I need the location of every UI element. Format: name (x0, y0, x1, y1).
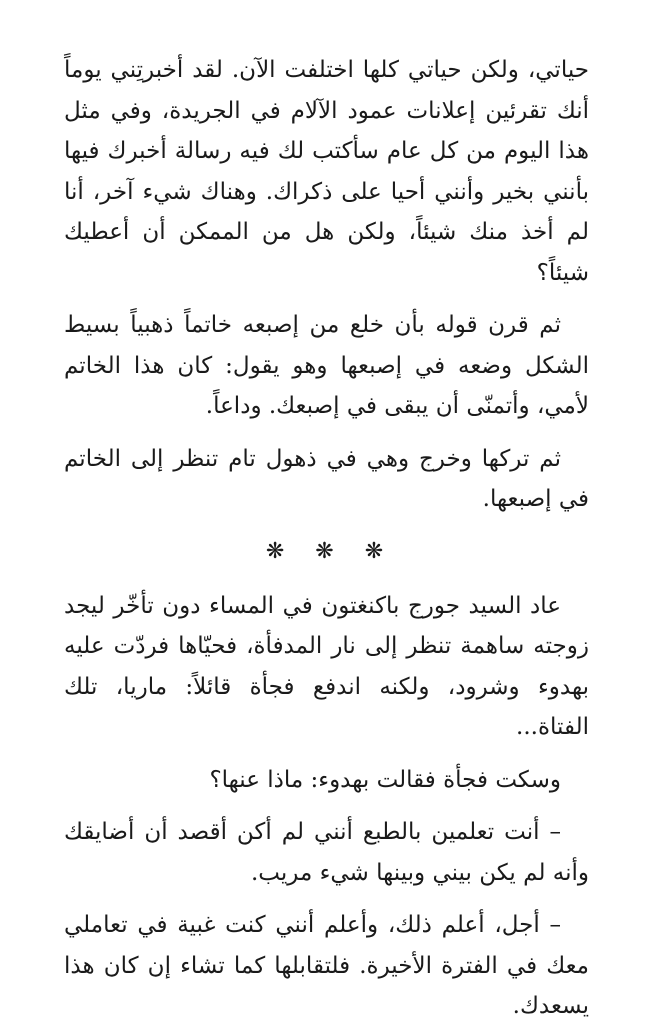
paragraph-departure: ثم تركها وخرج وهي في ذهول تام تنظر إلى الخاتم في إصبعها. (64, 445, 589, 512)
section-divider (64, 532, 589, 572)
paragraph-maria-dialogue: – أجل، أعلم ذلك، وأعلم أنني كنت غبية في تعاملي معك في الفترة الأخيرة. فلتقابلها كما تشاء إن كان هذا يسعدك. (64, 912, 589, 1019)
book-page (64, 50, 589, 1019)
divider-ornament: ❋ (265, 538, 289, 564)
paragraph-ring-gift: ثم قرن قوله بأن خلع من إصبعه خاتماً ذهبياً بسيط الشكل وضعه في إصبعها وهو يقول: كان هذا الخاتم لأمي، وأتمنّى أن يبقى في إصبعك. وداعاً. (64, 312, 589, 419)
divider-ornament: ❋ (364, 538, 388, 564)
paragraph-letter-continuation: حياتي، ولكن حياتي كلها اختلفت الآن. لقد أخبرتِني يوماً أنك تقرئين إعلانات عمود الآلام في الجريدة، وفي مثل هذا اليوم من كل عام سأكتب لك فيه رسالة أخبرك فيها بأنني بخير وأنني أحيا على ذكراك. وهناك شيء آخر، أنا لم أخذ منك شيئاً، ولكن هل من الممكن أن أعطيك شيئاً؟ (64, 57, 589, 286)
paragraph-george-returns: عاد السيد جورج باكنغتون في المساء دون تأخّر ليجد زوجته ساهمة تنظر إلى نار المدفأة، فحيّاها فردّت عليه بهدوء وشرود، ولكنه اندفع فجأة قائلاً: ماريا، تلك الفتاة... (64, 592, 589, 740)
paragraph-george-dialogue: – أنت تعلمين بالطبع أنني لم أكن أقصد أن أضايقك وأنه لم يكن بيني وبينها شيء مريب. (64, 819, 589, 886)
paragraph-maria-asks: وسكت فجأة فقالت بهدوء: ماذا عنها؟ (209, 766, 561, 793)
divider-ornament: ❋ (315, 538, 338, 564)
